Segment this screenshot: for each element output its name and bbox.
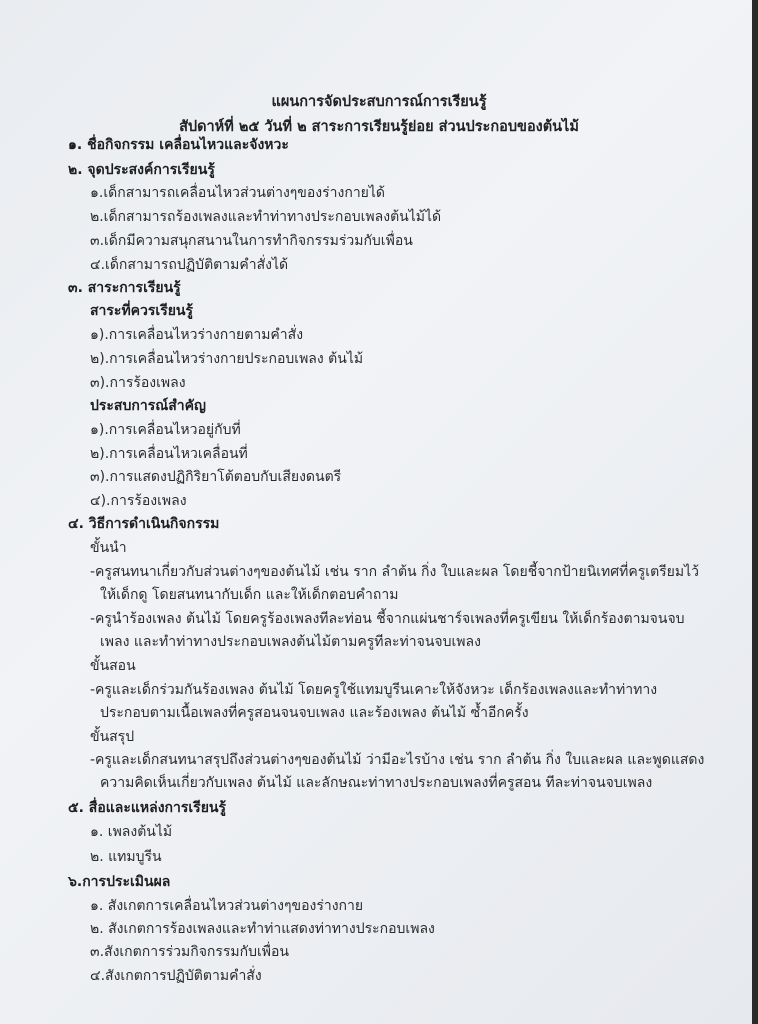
step-text: -ครูและเด็กสนทนาสรุปถึงส่วนต่างๆของต้นไม้ ว่ามีอะไรบ้าง เช่น ราก ลำต้น กิ่ง ใบและผล และพูดแสดง [90, 752, 705, 768]
objective-item: ๒.เด็กสามารถร้องเพลงและทำท่าทางประกอบเพลงต้นไม้ได้ [90, 209, 442, 225]
section-4-heading: ๔. วิธีการดำเนินกิจกรรม [68, 516, 220, 532]
media-item: ๑. เพลงต้นไม้ [90, 824, 173, 840]
step-text: ประกอบตามเนื้อเพลงที่ครูสอนจนจบเพลง และร้องเพลง ต้นไม้ ซ้ำอีกครั้ง [100, 705, 529, 721]
document-title: แผนการจัดประสบการณ์การเรียนรู้ [271, 94, 487, 110]
objective-item: ๑.เด็กสามารถเคลื่อนไหวส่วนต่างๆของร่างกายได้ [90, 185, 386, 201]
section-2-heading: ๒. จุดประสงค์การเรียนรู้ [68, 162, 215, 178]
section-3-subheading: ประสบการณ์สำคัญ [90, 398, 206, 414]
step-heading: ขั้นสรุป [90, 729, 135, 745]
step-text: -ครูและเด็กร่วมกันร้องเพลง ต้นไม้ โดยครูใช้แทมบูรีนเคาะให้จังหวะ เด็กร้องเพลงและทำท่าทาง [90, 682, 658, 698]
background-edge [752, 0, 758, 1024]
section-6-heading: ๖.การประเมินผล [68, 874, 171, 890]
content-item: ๒).การเคลื่อนไหวร่างกายประกอบเพลง ต้นไม้ [90, 351, 364, 367]
objective-item: ๓.เด็กมีความสนุกสนานในการทำกิจกรรมร่วมกับเพื่อน [90, 233, 413, 249]
step-text: ให้เด็กดู โดยสนทนากับเด็ก และให้เด็กตอบคำถาม [100, 587, 399, 603]
step-heading: ขั้นสอน [90, 658, 136, 674]
experience-item: ๔).การร้องเพลง [90, 493, 187, 509]
document-subtitle: สัปดาห์ที่ ๒๕ วันที่ ๒ สาระการเรียนรู้ย่อย ส่วนประกอบของต้นไม้ [179, 119, 579, 135]
content-item: ๓).การร้องเพลง [90, 375, 186, 391]
experience-item: ๓).การแสดงปฏิกิริยาโต้ตอบกับเสียงดนตรี [90, 469, 342, 485]
step-text: เพลง และทำท่าทางประกอบเพลงต้นไม้ตามครูทีละท่าจนจบเพลง [100, 634, 481, 650]
step-text: -ครูนำร้องเพลง ต้นไม้ โดยครูร้องเพลงทีละท่อน ชี้จากแผ่นชาร์จเพลงที่ครูเขียน ให้เด็กร้องตามจนจบ [90, 611, 685, 627]
evaluation-item: ๔.สังเกตการปฏิบัติตามคำสั่ง [90, 968, 262, 984]
experience-item: ๑).การเคลื่อนไหวอยู่กับที่ [90, 422, 241, 438]
section-3-subheading: สาระที่ควรเรียนรู้ [90, 303, 194, 319]
evaluation-item: ๑. สังเกตการเคลื่อนไหวส่วนต่างๆของร่างกาย [90, 898, 364, 914]
evaluation-item: ๓.สังเกตการร่วมกิจกรรมกับเพื่อน [90, 944, 290, 960]
step-heading: ขั้นนำ [90, 540, 127, 556]
evaluation-item: ๒. สังเกตการร้องเพลงและทำท่าแสดงท่าทางประกอบเพลง [90, 921, 435, 937]
section-3-heading: ๓. สาระการเรียนรู้ [68, 280, 181, 296]
step-text: -ครูสนทนาเกี่ยวกับส่วนต่างๆของต้นไม้ เช่น ราก ลำต้น กิ่ง ใบและผล โดยชี้จากป้ายนิเทศที่ครูเตรียมไว้ [90, 564, 700, 580]
section-1-heading: ๑. ชื่อกิจกรรม เคลื่อนไหวและจังหวะ [68, 137, 289, 153]
step-text: ความคิดเห็นเกี่ยวกับเพลง ต้นไม้ และลักษณะท่าทางประกอบเพลงที่ครูสอน ทีละท่าจนจบเพลง [100, 775, 653, 791]
media-item: ๒. แทมบูรีน [90, 849, 162, 865]
section-5-heading: ๕. สื่อและแหล่งการเรียนรู้ [68, 800, 226, 816]
content-item: ๑).การเคลื่อนไหวร่างกายตามคำสั่ง [90, 327, 304, 343]
experience-item: ๒).การเคลื่อนไหวเคลื่อนที่ [90, 446, 248, 462]
objective-item: ๔.เด็กสามารถปฏิบัติตามคำสั่งได้ [90, 257, 289, 273]
